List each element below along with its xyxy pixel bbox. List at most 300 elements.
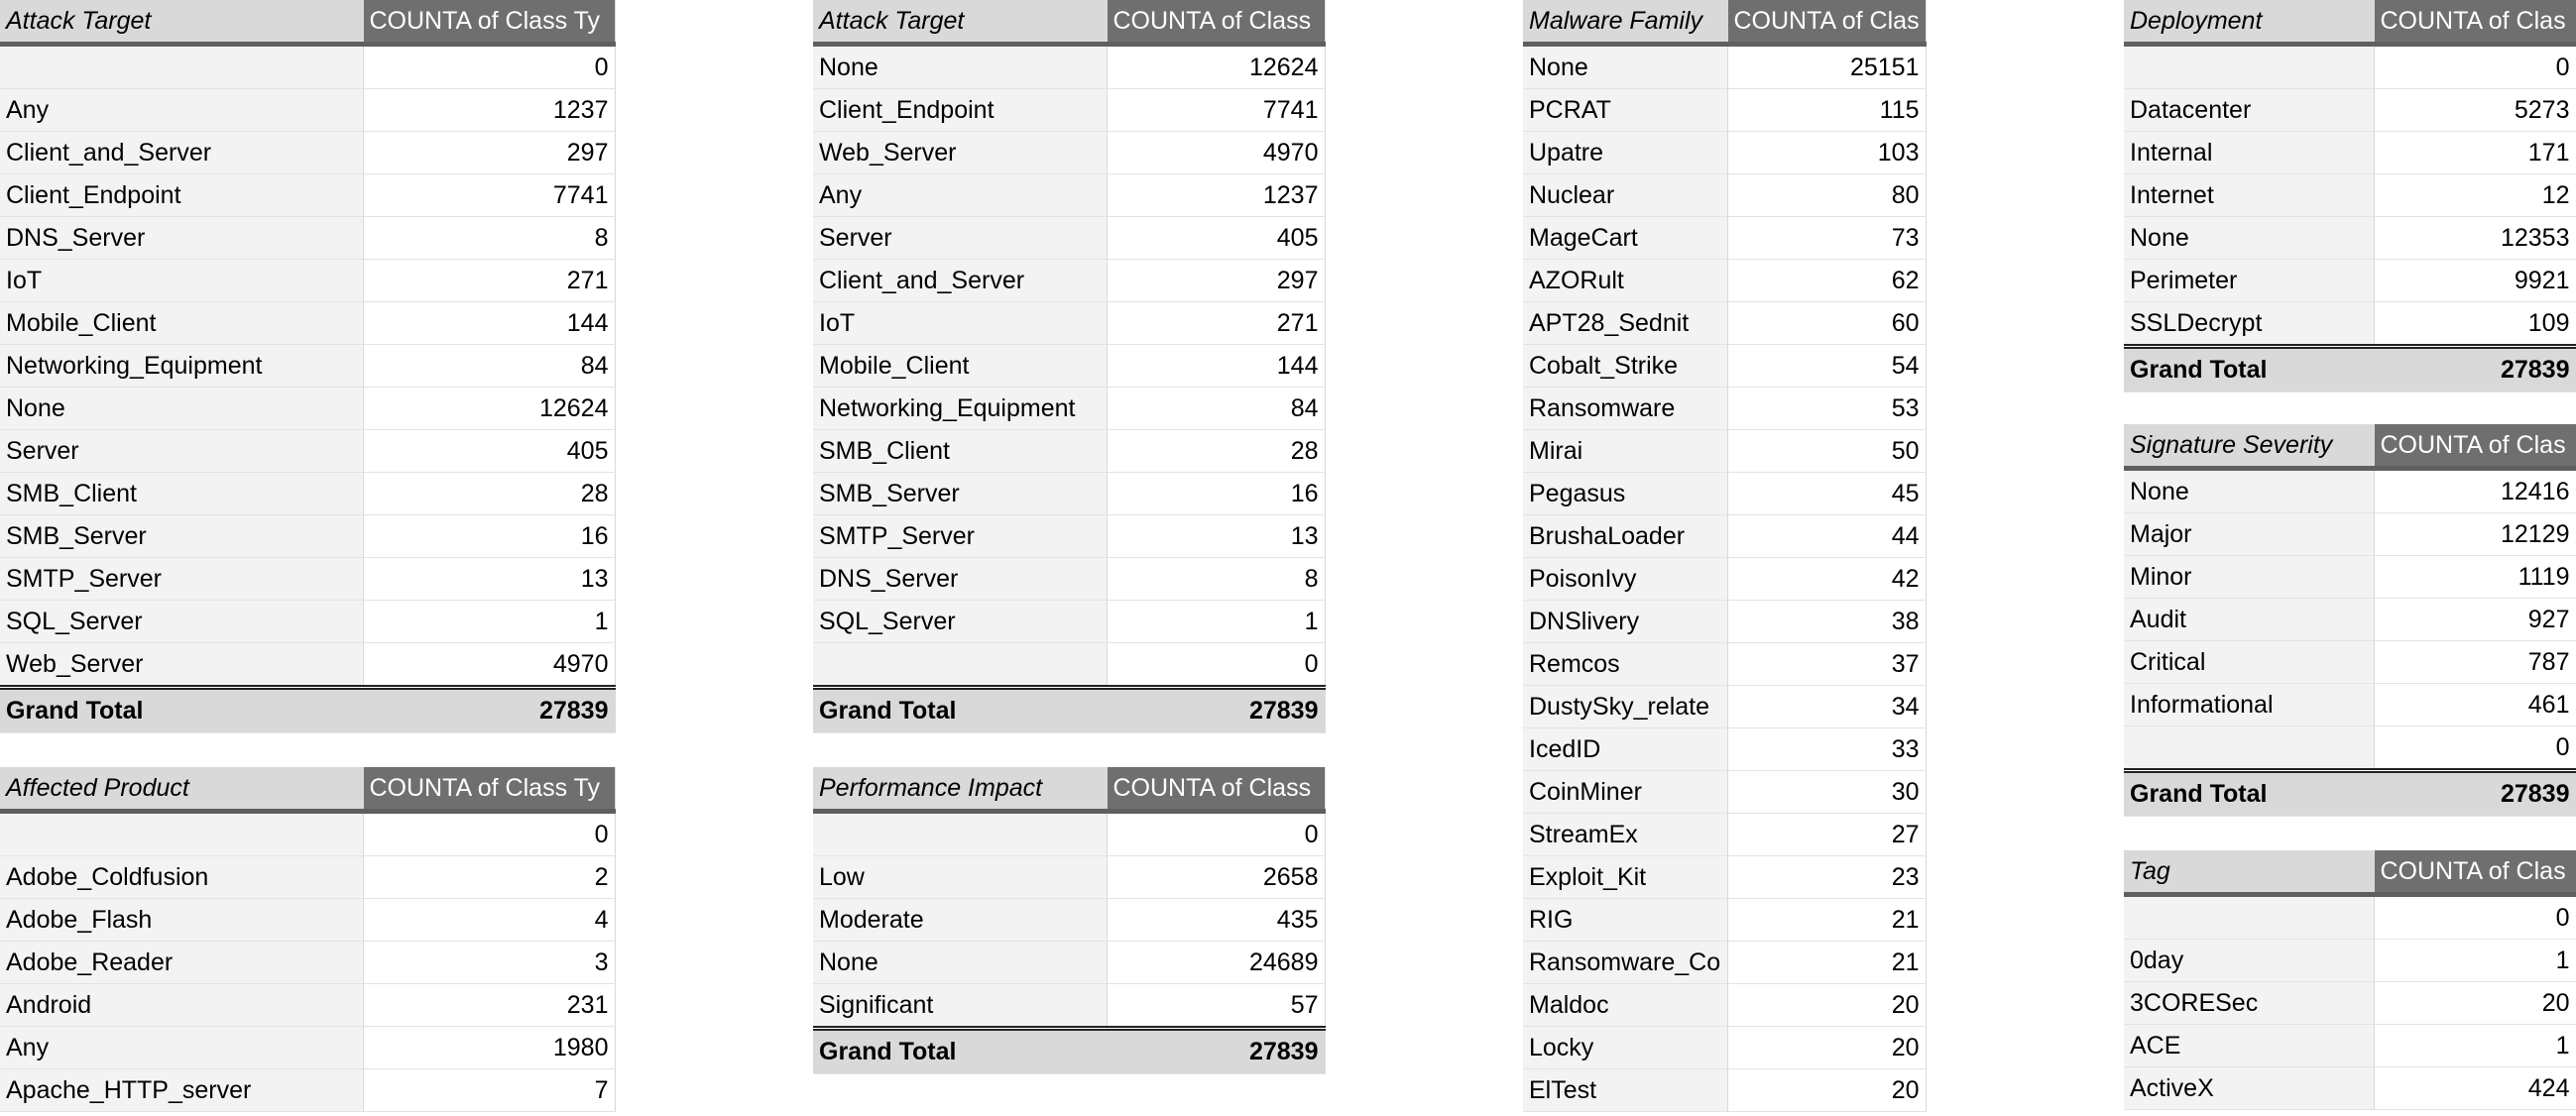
table-row [0, 557, 615, 600]
row-value-cell[interactable]: 1 [2374, 939, 2576, 981]
table-row [2124, 1066, 2576, 1109]
row-value-cell[interactable]: 50 [1727, 429, 1926, 472]
row-value-cell[interactable]: 1 [1107, 600, 1325, 642]
row-value-cell[interactable]: 297 [363, 131, 615, 173]
table-row [1523, 983, 1926, 1026]
row-value-cell[interactable]: 1119 [2374, 555, 2576, 598]
row-label-cell[interactable]: AZORult [1523, 259, 1727, 301]
table-row [2124, 131, 2576, 173]
row-value-cell[interactable]: 21 [1727, 898, 1926, 941]
row-label-cell[interactable]: DustySky_relate [1523, 685, 1727, 727]
table-row [1523, 88, 1926, 131]
table-row [0, 811, 615, 855]
row-label-cell[interactable]: APT28_Sednit [1523, 301, 1727, 344]
row-label-cell[interactable]: Internal [2124, 131, 2374, 173]
row-label-cell[interactable]: SMB_Client [0, 472, 363, 514]
row-label-cell[interactable]: DNS_Server [0, 216, 363, 259]
row-value-cell[interactable]: 144 [363, 301, 615, 344]
row-label-cell[interactable]: Client_Endpoint [0, 173, 363, 216]
row-value-cell[interactable]: 1237 [363, 88, 615, 131]
row-label-cell[interactable] [0, 44, 363, 88]
row-value-cell[interactable]: 103 [1727, 131, 1926, 173]
row-label-cell[interactable]: SSLDecrypt [2124, 301, 2374, 346]
grand-total-value[interactable]: 27839 [2374, 346, 2576, 391]
row-value-cell[interactable]: 12129 [2374, 512, 2576, 555]
table-row [1523, 898, 1926, 941]
row-label-cell[interactable]: BrushaLoader [1523, 514, 1727, 557]
table-row [1523, 216, 1926, 259]
row-label-cell[interactable]: Adobe_Coldfusion [0, 855, 363, 898]
row-value-cell[interactable]: 45 [1727, 472, 1926, 514]
table-row [813, 811, 1325, 855]
row-value-cell[interactable]: 28 [363, 472, 615, 514]
table-row [813, 514, 1325, 557]
row-value-cell[interactable]: 7741 [1107, 88, 1325, 131]
table-row [813, 88, 1325, 131]
table-row [813, 855, 1325, 898]
row-label-cell[interactable]: Client_and_Server [0, 131, 363, 173]
header-row [813, 767, 1325, 811]
row-value-cell[interactable]: 144 [1107, 344, 1325, 387]
row-field-header[interactable]: Signature Severity [2124, 424, 2374, 468]
table-row [2124, 683, 2576, 725]
row-label-cell[interactable]: Locky [1523, 1026, 1727, 1068]
row-label-cell[interactable]: DNSlivery [1523, 600, 1727, 642]
row-label-cell[interactable]: PoisonIvy [1523, 557, 1727, 600]
row-field-header[interactable]: Attack Target [0, 0, 363, 44]
table-row [1523, 44, 1926, 88]
row-value-cell[interactable]: 3 [363, 941, 615, 983]
row-value-cell[interactable]: 20 [1727, 1026, 1926, 1068]
row-label-cell[interactable]: Perimeter [2124, 259, 2374, 301]
row-value-cell[interactable]: 54 [1727, 344, 1926, 387]
row-label-cell[interactable]: None [2124, 216, 2374, 259]
row-label-cell[interactable]: Mirai [1523, 429, 1727, 472]
row-label-cell[interactable]: Networking_Equipment [0, 344, 363, 387]
row-label-cell[interactable]: ActiveX [2124, 1066, 2374, 1109]
row-label-cell[interactable]: PCRAT [1523, 88, 1727, 131]
row-value-cell[interactable]: 231 [363, 983, 615, 1026]
pivot-deployment [2124, 0, 2576, 392]
row-label-cell[interactable]: SMB_Server [813, 472, 1107, 514]
pivot-affected-product [0, 767, 616, 1112]
table-row [0, 259, 615, 301]
row-label-cell[interactable]: IoT [0, 259, 363, 301]
header-row [2124, 850, 2576, 894]
table-row [0, 600, 615, 642]
table-row [1523, 813, 1926, 855]
row-label-cell[interactable]: Moderate [813, 898, 1107, 941]
grand-total-row [813, 1028, 1325, 1073]
table-row [2124, 301, 2576, 346]
value-field-header[interactable]: COUNTA of Clas [2374, 850, 2576, 894]
table-row [0, 514, 615, 557]
row-label-cell[interactable]: ElTest [1523, 1068, 1727, 1111]
row-label-cell[interactable]: ACE [2124, 1024, 2374, 1066]
row-label-cell[interactable] [813, 642, 1107, 687]
row-label-cell[interactable]: None [0, 387, 363, 429]
table-row [1523, 941, 1926, 983]
row-label-cell[interactable]: Mobile_Client [0, 301, 363, 344]
table-row [0, 216, 615, 259]
table-row [0, 642, 615, 687]
table-row [2124, 725, 2576, 770]
row-label-cell[interactable]: None [1523, 44, 1727, 88]
row-value-cell[interactable]: 435 [1107, 898, 1325, 941]
table-row [0, 301, 615, 344]
row-value-cell[interactable]: 37 [1727, 642, 1926, 685]
row-label-cell[interactable] [2124, 725, 2374, 770]
header-row [2124, 0, 2576, 44]
row-label-cell[interactable]: Audit [2124, 598, 2374, 640]
row-value-cell[interactable]: 84 [1107, 387, 1325, 429]
row-value-cell[interactable]: 297 [1107, 259, 1325, 301]
pivot-signature-severity [2124, 424, 2576, 817]
row-value-cell[interactable]: 4970 [1107, 131, 1325, 173]
row-value-cell[interactable]: 8 [1107, 557, 1325, 600]
table-row [1523, 131, 1926, 173]
row-label-cell[interactable]: Mobile_Client [813, 344, 1107, 387]
row-label-cell[interactable]: Minor [2124, 555, 2374, 598]
header-row [0, 767, 615, 811]
table-row [2124, 259, 2576, 301]
row-value-cell[interactable]: 4 [363, 898, 615, 941]
table-row [1523, 387, 1926, 429]
row-value-cell[interactable]: 424 [2374, 1066, 2576, 1109]
table-row [1523, 727, 1926, 770]
row-value-cell[interactable]: 1980 [363, 1026, 615, 1068]
table-row [0, 1068, 615, 1111]
table-row [0, 983, 615, 1026]
row-value-cell[interactable]: 8 [363, 216, 615, 259]
grand-total-label[interactable]: Grand Total [813, 687, 1107, 732]
row-value-cell[interactable]: 12 [2374, 173, 2576, 216]
table-row [1523, 855, 1926, 898]
row-value-cell[interactable]: 25151 [1727, 44, 1926, 88]
value-field-header[interactable]: COUNTA of Clas [2374, 0, 2576, 44]
row-label-cell[interactable] [2124, 44, 2374, 88]
row-value-cell[interactable]: 23 [1727, 855, 1926, 898]
row-field-header[interactable]: Performance Impact [813, 767, 1107, 811]
grand-total-row [2124, 346, 2576, 391]
row-label-cell[interactable] [0, 811, 363, 855]
row-value-cell[interactable]: 171 [2374, 131, 2576, 173]
row-value-cell[interactable]: 0 [2374, 44, 2576, 88]
table-row [1523, 472, 1926, 514]
table-row [1523, 1068, 1926, 1111]
row-value-cell[interactable]: 405 [363, 429, 615, 472]
table-row [2124, 512, 2576, 555]
table-row [813, 557, 1325, 600]
row-label-cell[interactable]: Adobe_Flash [0, 898, 363, 941]
row-label-cell[interactable]: SMTP_Server [0, 557, 363, 600]
grand-total-row [0, 687, 615, 732]
row-value-cell[interactable]: 0 [1107, 811, 1325, 855]
header-row [813, 0, 1325, 44]
table-row [2124, 939, 2576, 981]
table-row [813, 983, 1325, 1028]
row-label-cell[interactable]: Server [0, 429, 363, 472]
table-row [2124, 598, 2576, 640]
row-value-cell[interactable]: 7 [363, 1068, 615, 1111]
row-field-header[interactable]: Affected Product [0, 767, 363, 811]
row-value-cell[interactable]: 12624 [1107, 44, 1325, 88]
table-row [2124, 88, 2576, 131]
row-value-cell[interactable]: 115 [1727, 88, 1926, 131]
row-value-cell[interactable]: 20 [1727, 1068, 1926, 1111]
row-field-header[interactable]: Attack Target [813, 0, 1107, 44]
row-value-cell[interactable]: 34 [1727, 685, 1926, 727]
row-value-cell[interactable]: 927 [2374, 598, 2576, 640]
row-value-cell[interactable]: 44 [1727, 514, 1926, 557]
row-label-cell[interactable]: Major [2124, 512, 2374, 555]
row-label-cell[interactable]: Ransomware_Co [1523, 941, 1727, 983]
grand-total-row [813, 687, 1325, 732]
table-row [0, 855, 615, 898]
row-field-header[interactable]: Deployment [2124, 0, 2374, 44]
row-label-cell[interactable]: Client_Endpoint [813, 88, 1107, 131]
row-label-cell[interactable]: SQL_Server [0, 600, 363, 642]
header-row [2124, 424, 2576, 468]
row-value-cell[interactable]: 38 [1727, 600, 1926, 642]
table-row [813, 301, 1325, 344]
table-row [1523, 557, 1926, 600]
table-row [813, 216, 1325, 259]
row-value-cell[interactable]: 109 [2374, 301, 2576, 346]
table-row [1523, 1026, 1926, 1068]
row-value-cell[interactable]: 84 [363, 344, 615, 387]
pivot-performance-impact [813, 767, 1326, 1074]
row-label-cell[interactable]: MageCart [1523, 216, 1727, 259]
table-row [1523, 600, 1926, 642]
row-label-cell[interactable]: Datacenter [2124, 88, 2374, 131]
table-row [2124, 173, 2576, 216]
row-value-cell[interactable]: 27 [1727, 813, 1926, 855]
table-row [0, 44, 615, 88]
value-field-header[interactable]: COUNTA of Clas [1727, 0, 1926, 44]
row-value-cell[interactable]: 73 [1727, 216, 1926, 259]
row-value-cell[interactable]: 33 [1727, 727, 1926, 770]
table-row [2124, 1024, 2576, 1066]
row-value-cell[interactable]: 1 [363, 600, 615, 642]
grand-total-label[interactable]: Grand Total [813, 1028, 1107, 1073]
row-label-cell[interactable]: None [813, 44, 1107, 88]
row-label-cell[interactable]: Informational [2124, 683, 2374, 725]
row-label-cell[interactable]: Web_Server [813, 131, 1107, 173]
table-row [813, 173, 1325, 216]
row-value-cell[interactable]: 42 [1727, 557, 1926, 600]
row-label-cell[interactable]: Pegasus [1523, 472, 1727, 514]
grand-total-label[interactable]: Grand Total [0, 687, 363, 732]
table-row [813, 44, 1325, 88]
row-value-cell[interactable]: 28 [1107, 429, 1325, 472]
row-field-header[interactable]: Tag [2124, 850, 2374, 894]
table-row [1523, 259, 1926, 301]
row-value-cell[interactable]: 271 [1107, 301, 1325, 344]
row-label-cell[interactable]: IcedID [1523, 727, 1727, 770]
grand-total-value[interactable]: 27839 [1107, 687, 1325, 732]
table-row [1523, 514, 1926, 557]
row-value-cell[interactable]: 16 [363, 514, 615, 557]
table-row [0, 941, 615, 983]
table-row [0, 88, 615, 131]
row-value-cell[interactable]: 9921 [2374, 259, 2576, 301]
header-row [1523, 0, 1926, 44]
table-row [1523, 173, 1926, 216]
row-value-cell[interactable]: 60 [1727, 301, 1926, 344]
row-label-cell[interactable]: Exploit_Kit [1523, 855, 1727, 898]
table-row [0, 387, 615, 429]
table-row [1523, 642, 1926, 685]
row-value-cell[interactable]: 4970 [363, 642, 615, 687]
row-value-cell[interactable]: 53 [1727, 387, 1926, 429]
row-label-cell[interactable]: Apache_HTTP_server [0, 1068, 363, 1111]
row-label-cell[interactable]: Internet [2124, 173, 2374, 216]
row-label-cell[interactable]: Remcos [1523, 642, 1727, 685]
row-label-cell[interactable]: Client_and_Server [813, 259, 1107, 301]
table-row [2124, 894, 2576, 939]
row-label-cell[interactable]: SMTP_Server [813, 514, 1107, 557]
row-value-cell[interactable]: 0 [363, 811, 615, 855]
row-value-cell[interactable]: 13 [363, 557, 615, 600]
table-row [813, 344, 1325, 387]
row-value-cell[interactable]: 30 [1727, 770, 1926, 813]
row-label-cell[interactable]: Low [813, 855, 1107, 898]
row-label-cell[interactable]: Upatre [1523, 131, 1727, 173]
row-value-cell[interactable]: 57 [1107, 983, 1325, 1028]
row-value-cell[interactable]: 0 [1107, 642, 1325, 687]
row-label-cell[interactable]: Android [0, 983, 363, 1026]
table-row [813, 131, 1325, 173]
row-value-cell[interactable]: 21 [1727, 941, 1926, 983]
row-value-cell[interactable]: 20 [2374, 981, 2576, 1024]
row-value-cell[interactable]: 1 [2374, 1024, 2576, 1066]
grand-total-value[interactable]: 27839 [363, 687, 615, 732]
row-value-cell[interactable]: 5273 [2374, 88, 2576, 131]
row-label-cell[interactable]: Adobe_Reader [0, 941, 363, 983]
row-value-cell[interactable]: 24689 [1107, 941, 1325, 983]
row-label-cell[interactable]: Any [0, 88, 363, 131]
row-value-cell[interactable]: 1237 [1107, 173, 1325, 216]
row-value-cell[interactable]: 405 [1107, 216, 1325, 259]
row-label-cell[interactable]: Critical [2124, 640, 2374, 683]
grand-total-value[interactable]: 27839 [2374, 770, 2576, 816]
table-row [0, 1026, 615, 1068]
row-label-cell[interactable]: Cobalt_Strike [1523, 344, 1727, 387]
grand-total-label[interactable]: Grand Total [2124, 346, 2374, 391]
row-label-cell[interactable]: None [813, 941, 1107, 983]
row-label-cell[interactable]: Any [0, 1026, 363, 1068]
table-row [1523, 301, 1926, 344]
row-label-cell[interactable]: 3CORESec [2124, 981, 2374, 1024]
row-value-cell[interactable]: 62 [1727, 259, 1926, 301]
row-value-cell[interactable]: 0 [2374, 894, 2576, 939]
row-value-cell[interactable]: 12624 [363, 387, 615, 429]
table-row [1523, 429, 1926, 472]
row-label-cell[interactable]: Maldoc [1523, 983, 1727, 1026]
row-value-cell[interactable]: 2658 [1107, 855, 1325, 898]
grand-total-label[interactable]: Grand Total [2124, 770, 2374, 816]
table-row [813, 259, 1325, 301]
value-field-header[interactable]: COUNTA of Class [1107, 0, 1325, 44]
row-label-cell[interactable] [813, 811, 1107, 855]
row-label-cell[interactable]: 0day [2124, 939, 2374, 981]
row-value-cell[interactable]: 787 [2374, 640, 2576, 683]
row-value-cell[interactable]: 271 [363, 259, 615, 301]
table-row [2124, 216, 2576, 259]
row-label-cell[interactable]: SQL_Server [813, 600, 1107, 642]
grand-total-value[interactable]: 27839 [1107, 1028, 1325, 1073]
value-field-header[interactable]: COUNTA of Class [1107, 767, 1325, 811]
row-value-cell[interactable]: 20 [1727, 983, 1926, 1026]
value-field-header[interactable]: COUNTA of Class Ty [363, 767, 615, 811]
table-row [2124, 555, 2576, 598]
table-row [1523, 685, 1926, 727]
row-label-cell[interactable]: Web_Server [0, 642, 363, 687]
row-label-cell[interactable]: Significant [813, 983, 1107, 1028]
table-row [0, 344, 615, 387]
table-row [2124, 44, 2576, 88]
row-label-cell[interactable]: StreamEx [1523, 813, 1727, 855]
row-label-cell[interactable]: Ransomware [1523, 387, 1727, 429]
table-row [0, 472, 615, 514]
pivot-malware-family [1523, 0, 1927, 1112]
row-label-cell[interactable]: Server [813, 216, 1107, 259]
value-field-header[interactable]: COUNTA of Class Ty [363, 0, 615, 44]
table-row [2124, 640, 2576, 683]
row-label-cell[interactable]: CoinMiner [1523, 770, 1727, 813]
table-row [813, 642, 1325, 687]
row-value-cell[interactable]: 461 [2374, 683, 2576, 725]
row-value-cell[interactable]: 0 [363, 44, 615, 88]
row-label-cell[interactable]: SMB_Server [0, 514, 363, 557]
row-value-cell[interactable]: 13 [1107, 514, 1325, 557]
table-row [813, 898, 1325, 941]
table-row [813, 429, 1325, 472]
row-label-cell[interactable] [2124, 894, 2374, 939]
row-field-header[interactable]: Malware Family [1523, 0, 1727, 44]
row-label-cell[interactable]: RIG [1523, 898, 1727, 941]
row-value-cell[interactable]: 0 [2374, 725, 2576, 770]
row-value-cell[interactable]: 7741 [363, 173, 615, 216]
table-row [813, 600, 1325, 642]
pivot-attack-target-alpha [0, 0, 616, 733]
row-label-cell[interactable]: None [2124, 468, 2374, 512]
row-label-cell[interactable]: DNS_Server [813, 557, 1107, 600]
row-value-cell[interactable]: 2 [363, 855, 615, 898]
row-label-cell[interactable]: SMB_Client [813, 429, 1107, 472]
row-label-cell[interactable]: Nuclear [1523, 173, 1727, 216]
pivot-attack-target-count [813, 0, 1326, 733]
table-row [0, 429, 615, 472]
table-row [1523, 770, 1926, 813]
pivot-tag [2124, 850, 2576, 1110]
row-value-cell[interactable]: 12416 [2374, 468, 2576, 512]
table-row [813, 387, 1325, 429]
table-row [2124, 468, 2576, 512]
table-row [2124, 981, 2576, 1024]
row-label-cell[interactable]: Networking_Equipment [813, 387, 1107, 429]
row-value-cell[interactable]: 12353 [2374, 216, 2576, 259]
row-label-cell[interactable]: IoT [813, 301, 1107, 344]
row-value-cell[interactable]: 80 [1727, 173, 1926, 216]
row-value-cell[interactable]: 16 [1107, 472, 1325, 514]
header-row [0, 0, 615, 44]
grand-total-row [2124, 770, 2576, 816]
table-row [813, 941, 1325, 983]
value-field-header[interactable]: COUNTA of Clas [2374, 424, 2576, 468]
row-label-cell[interactable]: Any [813, 173, 1107, 216]
